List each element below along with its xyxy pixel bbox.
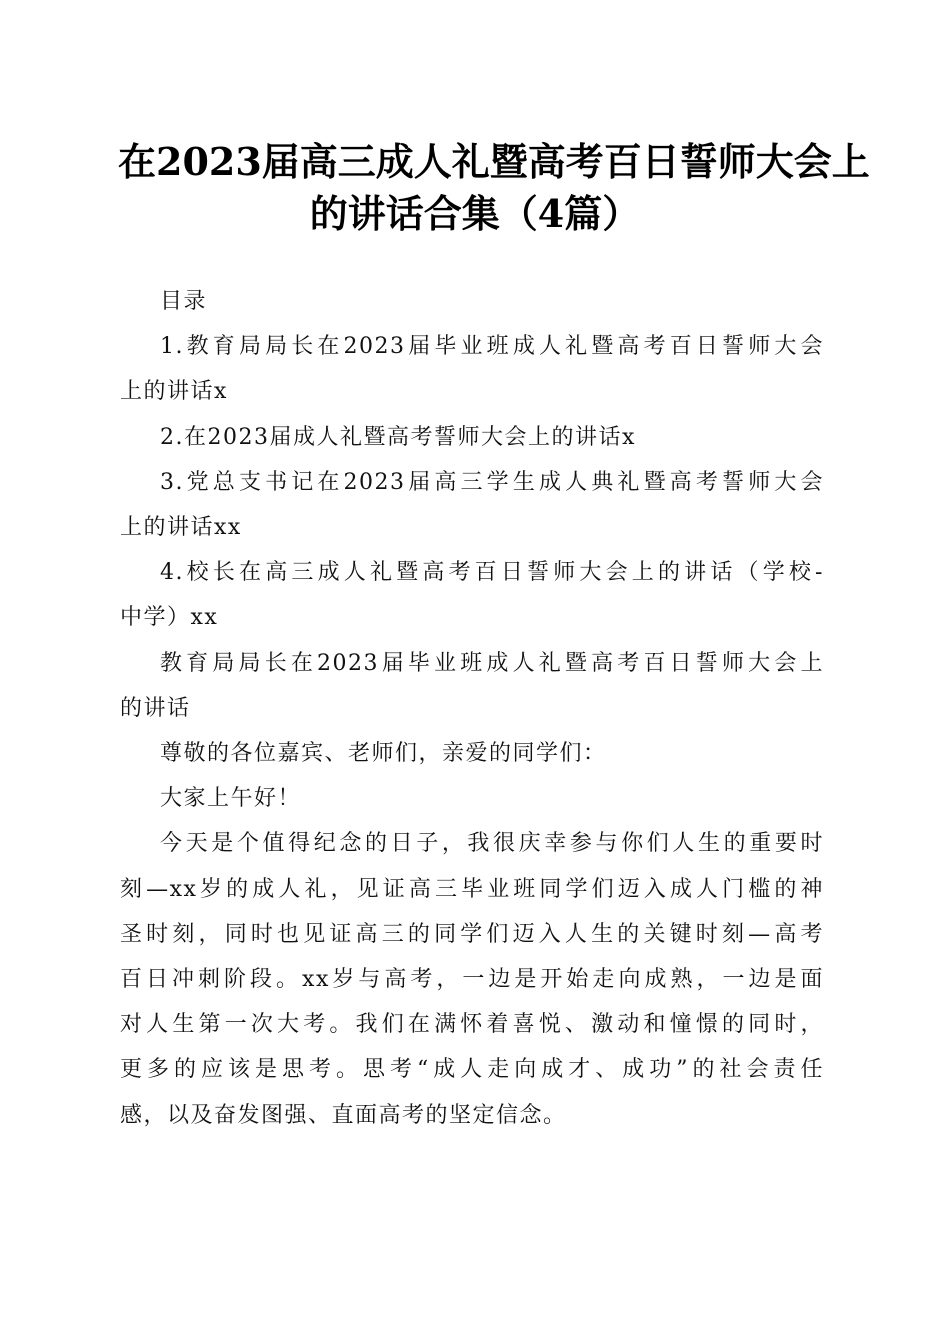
- speech-paragraph-1-line-6: 更多的应该是思考。思考“成人走向成才、成功”的社会责任: [120, 1057, 824, 1083]
- speech-paragraph-1-line-5: 对人生第一次大考。我们在满怀着喜悦、激动和憧憬的同时，: [120, 1012, 824, 1038]
- toc-item-3-line-2: 上的讲话xx: [120, 515, 242, 541]
- speech-salutation-text: 尊敬的各位嘉宾、老师们，亲爱的同学们：: [160, 741, 607, 767]
- toc-item-3: [120, 460, 824, 550]
- speech-paragraph-1-line-7: 感，以及奋发图强、直面高考的坚定信念。: [120, 1102, 567, 1128]
- speech-paragraph-1-line-4: 百日冲刺阶段。xx岁与高考，一边是开始走向成熟，一边是面: [120, 967, 824, 993]
- document-title: [118, 136, 870, 240]
- toc-item-1: [120, 324, 824, 414]
- toc-item-1-line-1: 1.教育局局长在2023届毕业班成人礼暨高考百日誓师大会: [160, 334, 824, 360]
- speech-paragraph-1-line-1: 今天是个值得纪念的日子，我很庆幸参与你们人生的重要时: [160, 831, 824, 857]
- speech-paragraph-1-line-3: 圣时刻，同时也见证高三的同学们迈入人生的关键时刻—高考: [120, 921, 824, 947]
- toc-item-4: [120, 550, 824, 640]
- document-body: [120, 279, 824, 1138]
- speech-heading-line-1: 教育局局长在2023届毕业班成人礼暨高考百日誓师大会上: [160, 650, 824, 676]
- speech-salutation: [120, 731, 824, 776]
- speech-heading: [120, 641, 824, 731]
- toc-item-2: [120, 415, 824, 460]
- speech-paragraph-1-line-2: 刻—xx岁的成人礼，见证高三毕业班同学们迈入成人门槛的神: [120, 876, 824, 902]
- toc-heading-text: 目录: [160, 289, 208, 314]
- speech-greeting: [120, 776, 824, 821]
- speech-greeting-text: 大家上午好！: [160, 786, 302, 812]
- title-line-2: 的讲话合集（4篇）: [309, 191, 641, 236]
- speech-heading-line-2: 的讲话: [120, 695, 191, 721]
- speech-paragraph-1: [120, 821, 824, 1137]
- toc-heading: [120, 279, 824, 324]
- toc-item-4-line-2: 中学）xx: [120, 605, 219, 631]
- toc-item-3-line-1: 3.党总支书记在2023届高三学生成人典礼暨高考誓师大会: [160, 469, 824, 495]
- toc-item-2-line-1: 2.在2023届成人礼暨高考誓师大会上的讲话x: [160, 424, 636, 450]
- title-line-1: 在2023届高三成人礼暨高考百日誓师大会上: [118, 139, 870, 184]
- toc-item-4-line-1: 4.校长在高三成人礼暨高考百日誓师大会上的讲话（学校-: [160, 560, 824, 586]
- toc-item-1-line-2: 上的讲话x: [120, 379, 228, 405]
